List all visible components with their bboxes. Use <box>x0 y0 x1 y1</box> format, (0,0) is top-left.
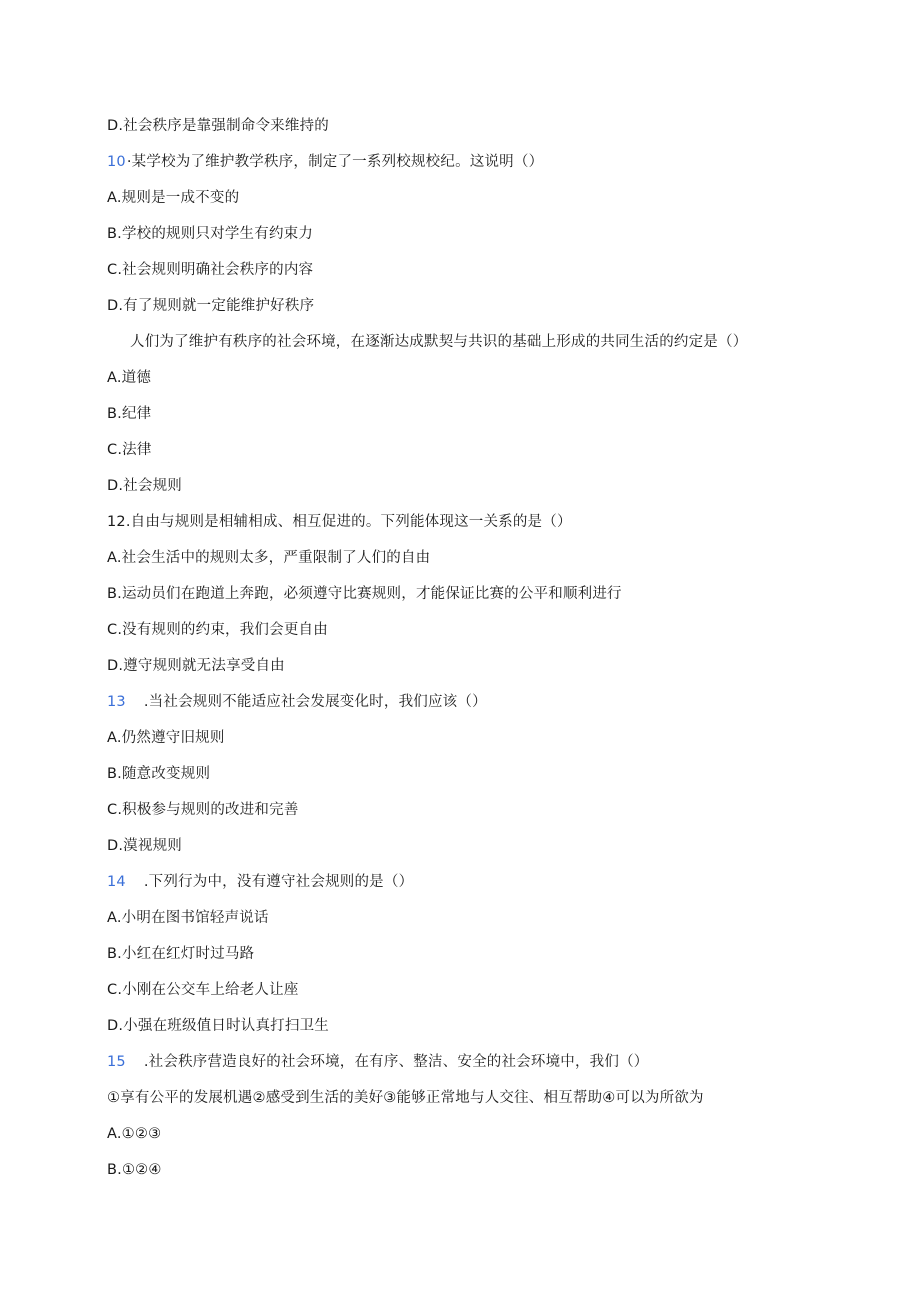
question-10: 10·某学校为了维护教学秩序，制定了一系列校规校纪。这说明（） <box>107 154 544 170</box>
option-b-q15: B.①②④ <box>107 1162 162 1178</box>
option-a-q15: A.①②③ <box>107 1126 162 1142</box>
option-b-q13: B.随意改变规则 <box>107 766 211 782</box>
option-d-q9: D.社会秩序是靠强制命令来维持的 <box>107 118 329 134</box>
statements-q15: ①享有公平的发展机遇②感受到生活的美好③能够正常地与人交往、相互帮助④可以为所欲为 <box>107 1090 704 1106</box>
option-d-q10: D.有了规则就一定能维护好秩序 <box>107 298 315 314</box>
question-number: 14 <box>107 874 126 890</box>
option-b-q12: B.运动员们在跑道上奔跑，必须遵守比赛规则，才能保证比赛的公平和顺利进行 <box>107 586 622 602</box>
option-a-q10: A.规则是一成不变的 <box>107 190 240 206</box>
option-c-q14: C.小刚在公交车上给老人让座 <box>107 982 299 998</box>
option-a-q13: A.仍然遵守旧规则 <box>107 730 225 746</box>
option-a-q11: A.道德 <box>107 370 152 386</box>
option-d-q12: D.遵守规则就无法享受自由 <box>107 658 285 674</box>
option-c-q11: C.法律 <box>107 442 152 458</box>
question-14: 14 .下列行为中，没有遵守社会规则的是（） <box>107 874 414 890</box>
option-d-q11: D.社会规则 <box>107 478 182 494</box>
option-c-q13: C.积极参与规则的改进和完善 <box>107 802 299 818</box>
question-12: 12.自由与规则是相辅相成、相互促进的。下列能体现这一关系的是（） <box>107 514 572 530</box>
option-c-q10: C.社会规则明确社会秩序的内容 <box>107 262 314 278</box>
option-b-q10: B.学校的规则只对学生有约束力 <box>107 226 314 242</box>
question-11: 人们为了维护有秩序的社会环境，在逐渐达成默契与共识的基础上形成的共同生活的约定是（） <box>130 334 748 350</box>
option-c-q12: C.没有规则的约束，我们会更自由 <box>107 622 328 638</box>
option-d-q14: D.小强在班级值日时认真打扫卫生 <box>107 1018 329 1034</box>
question-number: 13 <box>107 694 126 710</box>
question-15: 15 .社会秩序营造良好的社会环境，在有序、整洁、安全的社会环境中，我们（） <box>107 1054 649 1070</box>
question-number: 10 <box>107 154 126 170</box>
option-b-q11: B.纪律 <box>107 406 152 422</box>
question-13: 13 .当社会规则不能适应社会发展变化时，我们应该（） <box>107 694 487 710</box>
option-a-q14: A.小明在图书馆轻声说话 <box>107 910 269 926</box>
question-number: 15 <box>107 1054 126 1070</box>
option-b-q14: B.小红在红灯时过马路 <box>107 946 255 962</box>
option-d-q13: D.漠视规则 <box>107 838 182 854</box>
option-a-q12: A.社会生活中的规则太多，严重限制了人们的自由 <box>107 550 431 566</box>
